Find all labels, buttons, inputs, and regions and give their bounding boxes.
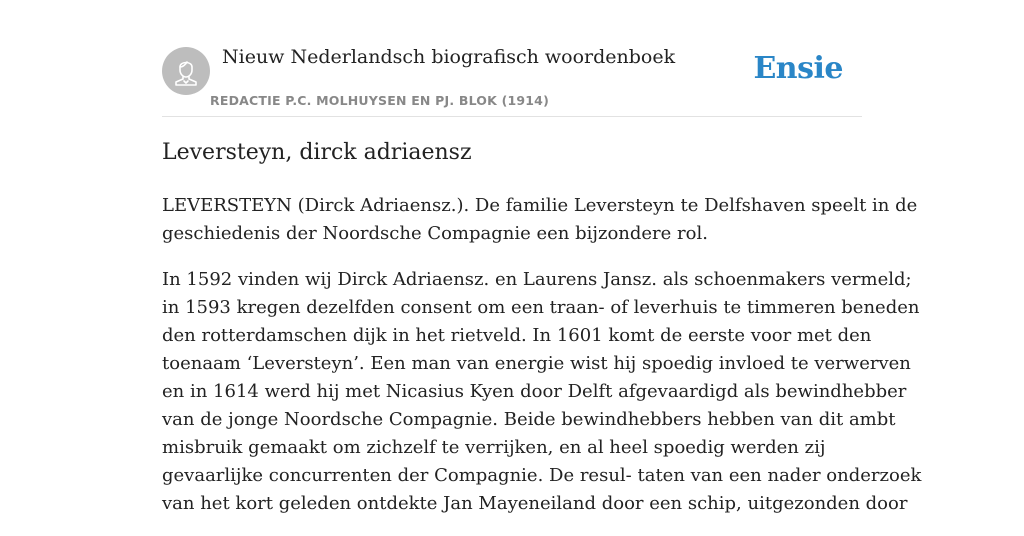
book-authors: REDACTIE P.C. MOLHUYSEN EN PJ. BLOK (1914) xyxy=(210,93,549,108)
book-title[interactable]: Nieuw Nederlandsch biografisch woordenboek xyxy=(222,46,676,68)
paragraph-line: toenaam ‘Leversteyn’. Een man van energie wist hij spoedig invloed te verwerven xyxy=(162,353,911,374)
paragraph-line: den rotterdamschen dijk in het rietveld. In 1601 komt de eerste voor met den xyxy=(162,325,872,346)
article-title: Leversteyn, dirck adriaensz xyxy=(162,140,472,165)
article-body xyxy=(162,192,922,536)
paragraph-line: en in 1614 werd hij met Nicasius Kyen door Delft afgevaardigd als bewindhebber xyxy=(162,381,907,402)
paragraph-line: geschiedenis der Noordsche Compagnie een bijzondere rol. xyxy=(162,223,708,244)
article-paragraph xyxy=(162,192,918,248)
article-paragraph xyxy=(162,266,922,518)
paragraph-line: van het kort geleden ontdekte Jan Mayeneiland door een schip, uitgezonden door xyxy=(162,493,908,514)
avatar xyxy=(162,47,210,95)
user-silhouette-icon xyxy=(162,47,210,95)
paragraph-line: LEVERSTEYN (Dirck Adriaensz.). De familie Leversteyn te Delfshaven speelt in de xyxy=(162,195,918,216)
paragraph-line: gevaarlijke concurrenten der Compagnie. De resul- taten van een nader onderzoek xyxy=(162,465,922,486)
paragraph-line: van de jonge Noordsche Compagnie. Beide bewindhebbers hebben van dit ambt xyxy=(162,409,896,430)
paragraph-line: misbruik gemaakt om zichzelf te verrijken, en al heel spoedig werden zij xyxy=(162,437,826,458)
book-header xyxy=(162,0,862,117)
page xyxy=(162,0,922,514)
ensie-logo[interactable]: Ensie xyxy=(753,51,843,86)
paragraph-line: In 1592 vinden wij Dirck Adriaensz. en Laurens Jansz. als schoenmakers vermeld; xyxy=(162,269,912,290)
paragraph-line: in 1593 kregen dezelfden consent om een traan- of leverhuis te timmeren beneden xyxy=(162,297,920,318)
